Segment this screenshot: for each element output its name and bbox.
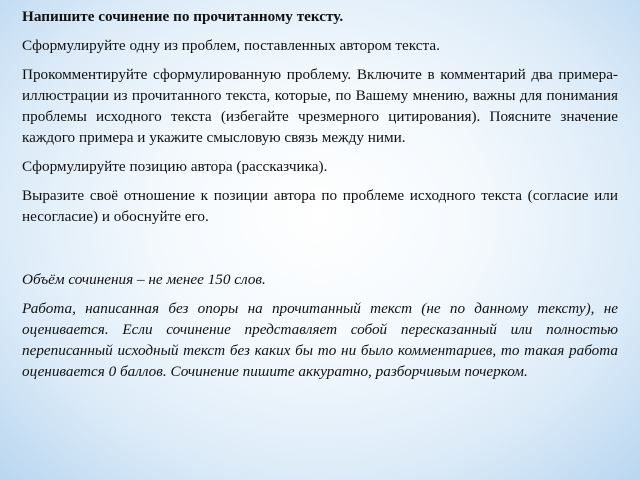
note-grading: Работа, написанная без опоры на прочитанный текст (не по данному тексту), не оценивается. Если сочинение представляет собой пересказанный или полностью переписанный исходный текст без каких бы то ни было комментариев, то такая работа оценивается 0 баллов. Сочинение пишите аккуратно, разборчивым почерком. (22, 300, 618, 380)
spacer (22, 235, 618, 269)
note-word-count: Объём сочинения – не менее 150 слов. (22, 271, 266, 288)
instruction-problem: Сформулируйте одну из проблем, поставленных автором текста. (22, 37, 440, 54)
instruction-comment: Прокомментируйте сформулированную проблему. Включите в комментарий два примера-иллюстрации из прочитанного текста, которые, по Вашему мнению, важны для понимания проблемы исходного текста (избегайте чрезмерного цитирования). Поясните значение каждого примера и укажите смысловую связь между ними. (22, 66, 618, 146)
task-title: Напишите сочинение по прочитанному тексту. (22, 8, 344, 25)
instruction-author-position: Сформулируйте позицию автора (рассказчика). (22, 158, 328, 175)
instruction-own-opinion: Выразите своё отношение к позиции автора по проблеме исходного текста (согласие или несогласие) и обоснуйте его. (22, 187, 618, 225)
